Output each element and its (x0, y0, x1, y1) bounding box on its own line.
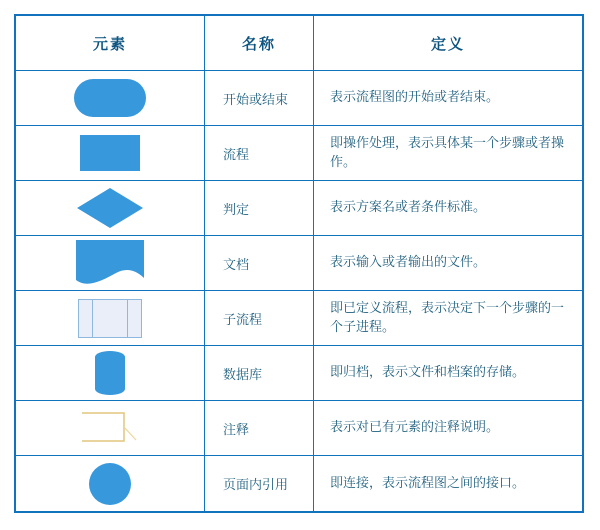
definition-cell (314, 181, 582, 236)
shape-cell (16, 71, 205, 126)
table-row (16, 456, 582, 511)
shape-name: 子流程 (223, 312, 263, 328)
definition-cell (314, 401, 582, 456)
shape-name: 数据库 (223, 367, 263, 383)
definition-cell (314, 236, 582, 291)
shape-name: 判定 (223, 202, 250, 218)
name-cell (205, 401, 314, 456)
table-row (16, 126, 582, 181)
annotation-shape-icon (82, 412, 138, 444)
shape-name: 文档 (223, 257, 250, 273)
table-header-row (16, 16, 582, 71)
shape-definition: 即连接，表示流程图之间的接口。 (330, 475, 526, 491)
shape-cell (16, 181, 205, 236)
subprocess-shape-icon (78, 299, 142, 338)
header-cell-element (16, 16, 205, 71)
header-label-element: 元素 (92, 34, 127, 53)
shape-definition: 表示对已有元素的注释说明。 (330, 420, 500, 436)
table-row (16, 401, 582, 456)
name-cell (205, 236, 314, 291)
definition-cell (314, 126, 582, 181)
flowchart-legend-table (14, 14, 584, 513)
shape-name: 注释 (223, 422, 250, 438)
shape-cell (16, 126, 205, 181)
name-cell (205, 126, 314, 181)
shape-name: 流程 (223, 147, 250, 163)
shape-name: 开始或结束 (223, 92, 289, 108)
definition-cell (314, 346, 582, 401)
shape-cell (16, 291, 205, 346)
shape-definition: 表示流程图的开始或者结束。 (330, 90, 500, 106)
shape-cell (16, 401, 205, 456)
table-row (16, 291, 582, 346)
name-cell (205, 456, 314, 511)
terminator-shape-icon (74, 79, 146, 117)
shape-definition: 即已定义流程，表示决定下一个步骤的一个子进程。 (330, 300, 565, 335)
shape-name: 页面内引用 (223, 478, 289, 493)
definition-cell (314, 456, 582, 511)
header-cell-name (205, 16, 314, 71)
name-cell (205, 181, 314, 236)
table-row (16, 71, 582, 126)
decision-shape-icon (77, 188, 143, 228)
shape-definition: 即操作处理，表示具体某一个步骤或者操作。 (330, 135, 565, 170)
shape-definition: 表示方案名或者条件标准。 (330, 200, 487, 216)
shape-cell (16, 456, 205, 511)
definition-cell (314, 71, 582, 126)
shape-definition: 即归档，表示文件和档案的存储。 (330, 365, 526, 381)
process-shape-icon (80, 135, 140, 171)
name-cell (205, 71, 314, 126)
document-shape-icon (76, 240, 144, 286)
table-row (16, 236, 582, 291)
name-cell (205, 346, 314, 401)
definition-cell (314, 291, 582, 346)
table-row (16, 346, 582, 401)
page-reference-shape-icon (89, 463, 131, 505)
database-shape-icon (95, 351, 125, 395)
header-cell-definition (314, 16, 582, 71)
shape-definition: 表示输入或者输出的文件。 (330, 255, 487, 271)
name-cell (205, 291, 314, 346)
shape-cell (16, 346, 205, 401)
table-row (16, 181, 582, 236)
header-label-name: 名称 (241, 34, 276, 53)
shape-cell (16, 236, 205, 291)
header-label-definition: 定义 (430, 34, 465, 53)
